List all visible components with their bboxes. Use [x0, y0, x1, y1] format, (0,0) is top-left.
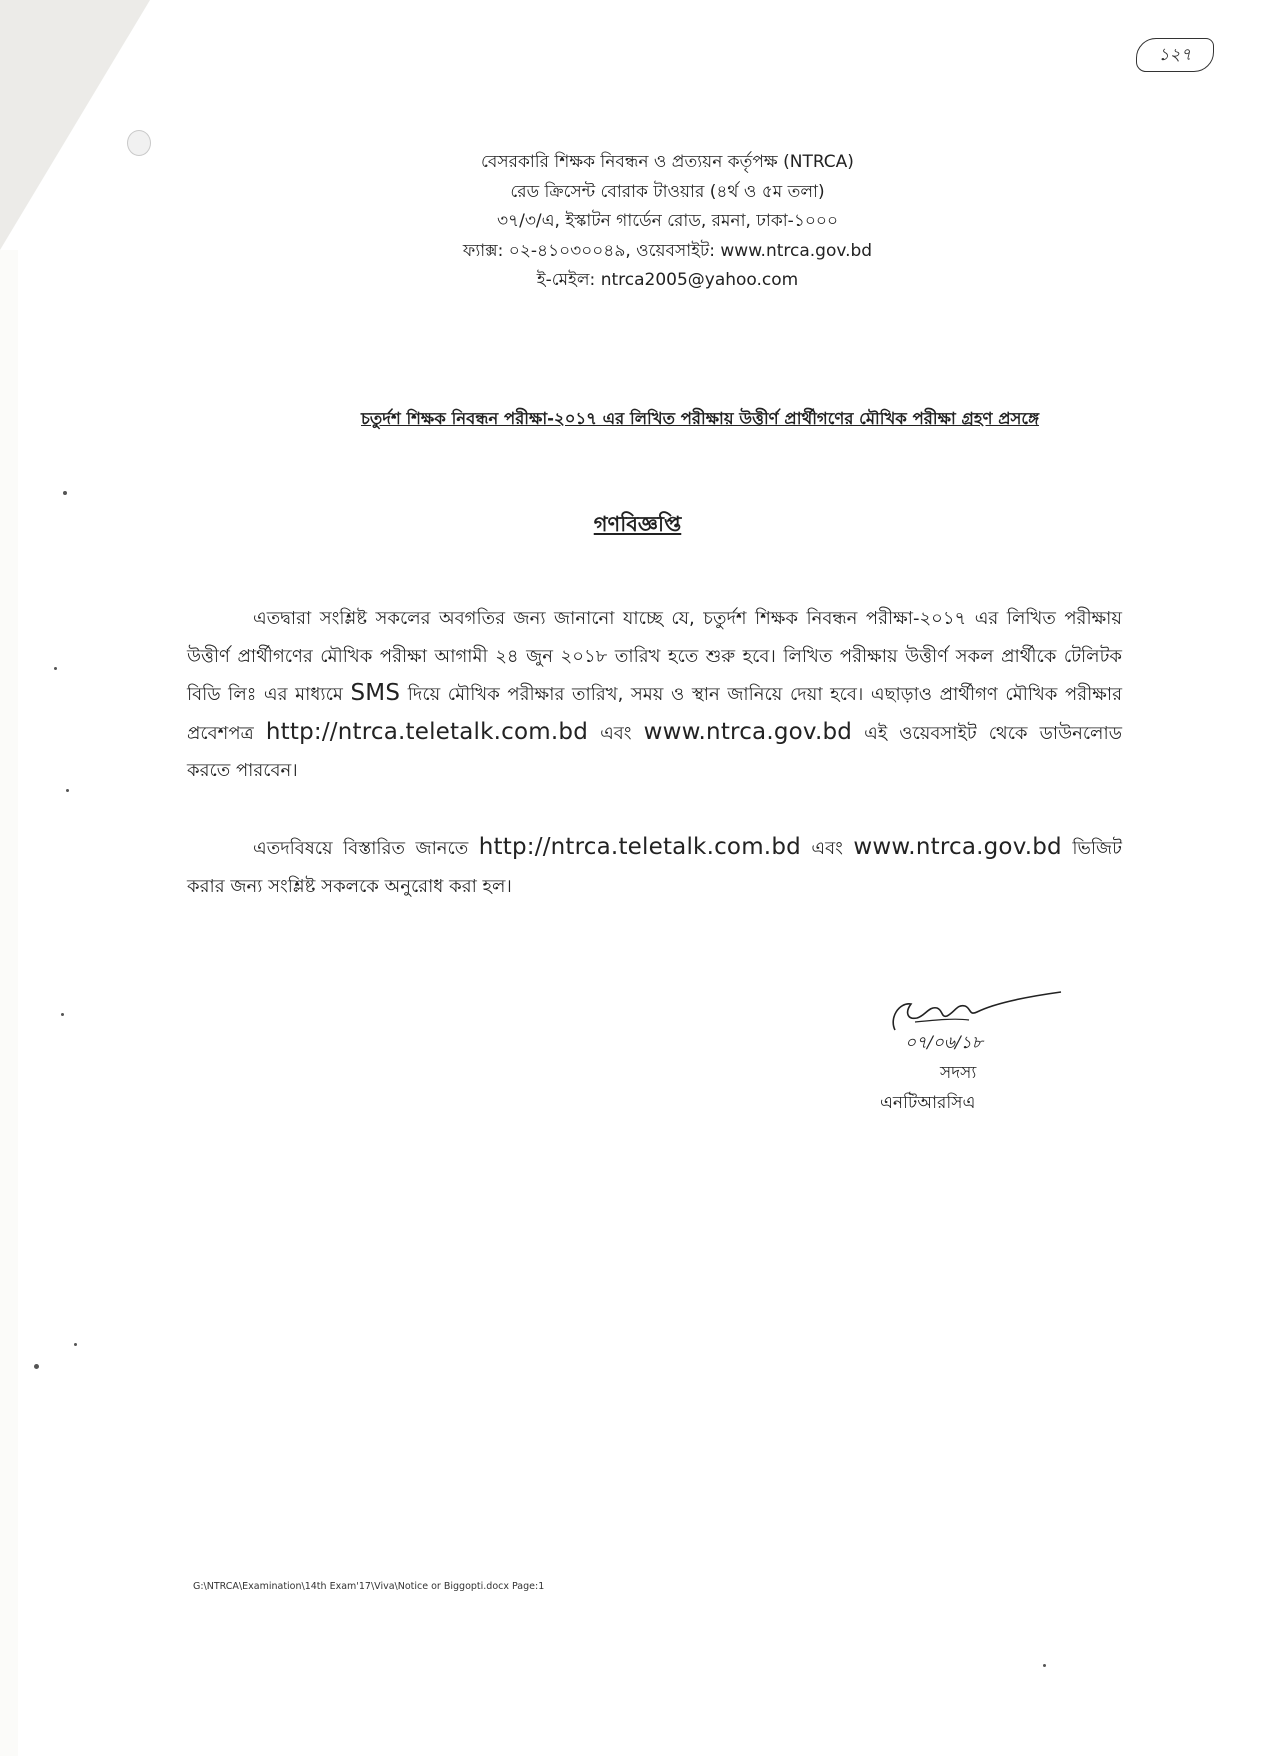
scan-speck: [54, 667, 57, 670]
page-edge-shadow: [0, 250, 18, 1756]
teletalk-url-2: http://ntrca.teletalk.com.bd: [478, 834, 801, 860]
p2-text-3: ভিজিট করার জন্য সংশ্লিষ্ট সকলকে অনুরোধ করা হল।: [187, 838, 1122, 897]
p2-text-1: এতদবিষয়ে বিস্তারিত জানতে: [253, 838, 469, 859]
org-fax-website: ফ্যাক্স: ০২-৪১০৩০০৪৯, ওয়েবসাইট: www.ntrca.gov.bd: [462, 240, 873, 261]
notice-paragraph-1: [187, 600, 1122, 790]
p1-text-4: এই ওয়েবসাইট থেকে ডাউনলোড করতে পারবেন।: [187, 722, 1122, 781]
handwritten-signature: [885, 988, 1065, 1052]
footer-file-path: G:\NTRCA\Examination\14th Exam'17\Viva\Notice or Biggopti.docx Page:1: [193, 1581, 545, 1592]
org-email: ই-মেইল: ntrca2005@yahoo.com: [536, 270, 799, 290]
signatory-organization: এনটিআরসিএ: [880, 1093, 976, 1113]
ntrca-url: www.ntrca.gov.bd: [643, 718, 853, 745]
signatory-title: সদস্য: [940, 1063, 977, 1083]
notice-paragraph-2: [187, 829, 1122, 905]
notice-subject: চতুর্দশ শিক্ষক নিবন্ধন পরীক্ষা-২০১৭ এর লিখিত পরীক্ষায় উত্তীর্ণ প্রার্থীগণের মৌখিক পরীক্ষা গ্রহণ প্রসঙ্গে: [360, 409, 1040, 428]
letterhead: [0, 148, 1275, 296]
scan-speck: [63, 491, 67, 495]
signature-date: ০৭/০৬/১৮: [905, 1033, 983, 1052]
p2-text-2: এবং: [811, 838, 843, 859]
org-name: বেসরকারি শিক্ষক নিবন্ধন ও প্রত্যয়ন কর্তৃপক্ষ (NTRCA): [481, 152, 854, 172]
p1-text-2: দিয়ে মৌখিক পরীক্ষার তারিখ, সময় ও স্থান জানিয়ে দেয়া হবে। এছাড়াও প্রার্থীগণ মৌখিক পরীক্ষার প্রবেশপত্র: [187, 684, 1122, 744]
ntrca-url-2: www.ntrca.gov.bd: [853, 834, 1062, 860]
p1-text-1: এতদ্বারা সংশ্লিষ্ট সকলের অবগতির জন্য জানানো যাচ্ছে যে, চতুর্দশ শিক্ষক নিবন্ধন পরীক্ষা-২০১৭ এর লিখিত পরীক্ষায় উত্তীর্ণ প্রার্থীগণের মৌখিক পরীক্ষা আগামী ২৪ জুন ২০১৮ তারিখ হতে শুরু হবে। লিখিত পরীক্ষায় উত্তীর্ণ সকল প্রার্থীকে টেলিটক বিডি লিঃ এর মাধ্যমে: [187, 608, 1122, 705]
scan-speck: [34, 1364, 39, 1369]
sms-label: SMS: [350, 680, 401, 706]
scan-speck: [1043, 1664, 1046, 1667]
scan-speck: [66, 789, 69, 792]
org-address: ৩৭/৩/এ, ইস্কাটন গার্ডেন রোড, রমনা, ঢাকা-১০০০: [496, 211, 839, 231]
p1-text-3: এবং: [600, 722, 632, 744]
notice-title: গণবিজ্ঞপ্তি: [593, 512, 682, 536]
org-building: রেড ক্রিসেন্ট বোরাক টাওয়ার (৪র্থ ও ৫ম তলা): [510, 181, 825, 202]
handwritten-page-number: ১২৭: [1136, 38, 1214, 72]
scan-speck: [74, 1343, 77, 1346]
teletalk-url: http://ntrca.teletalk.com.bd: [265, 718, 588, 745]
scan-speck: [61, 1013, 64, 1016]
